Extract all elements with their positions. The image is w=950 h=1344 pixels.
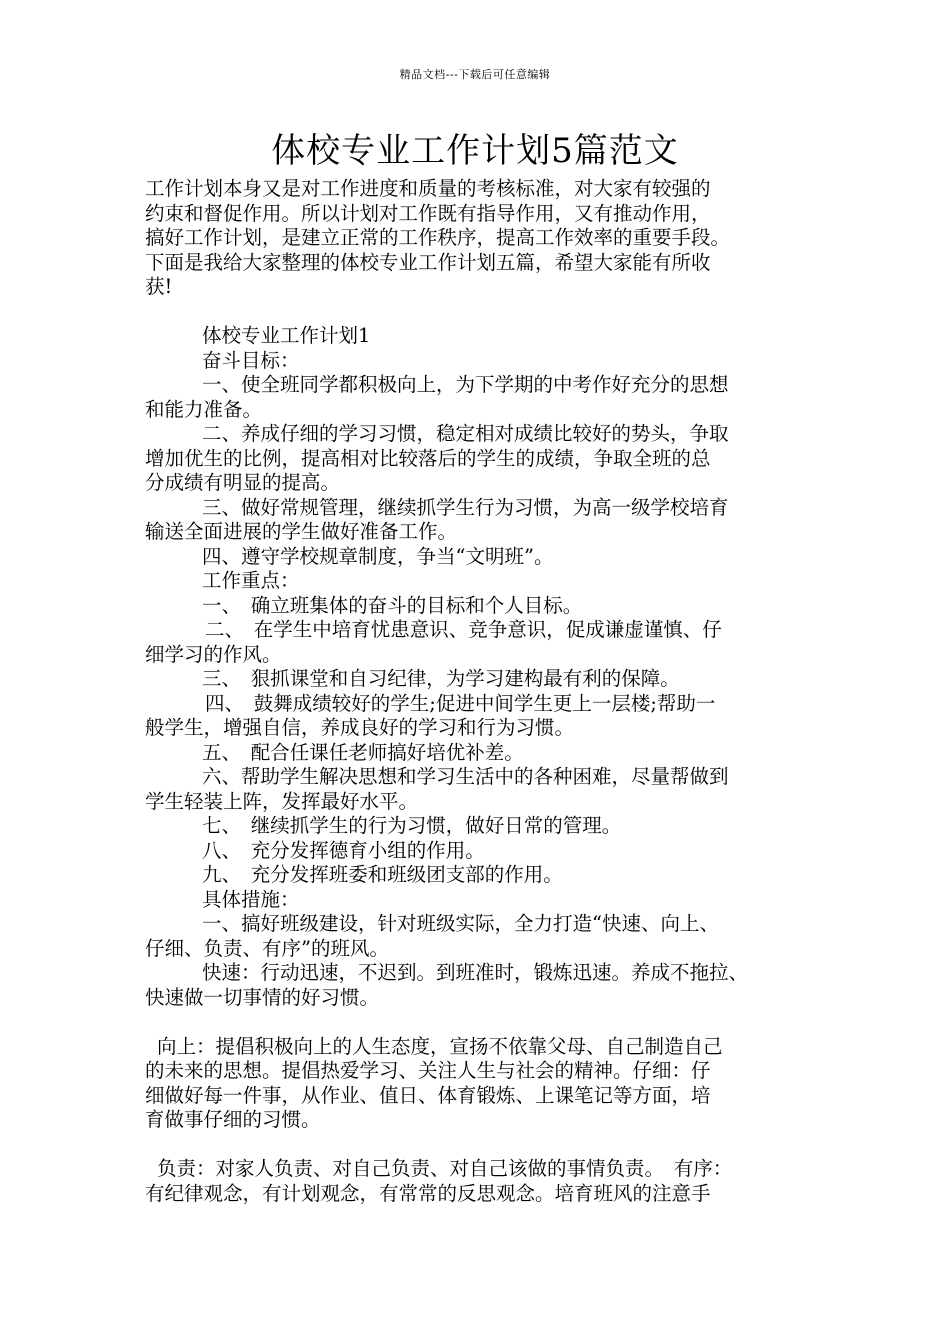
- text-line: 增加优生的比例，提高相对比较落后的学生的成绩，争取全班的总: [145, 446, 711, 470]
- text-line: 向上：提倡积极向上的人生态度，宣扬不依靠父母、自己制造自己: [157, 1034, 723, 1058]
- text-line: 搞好工作计划，是建立正常的工作秩序，提高工作效率的重要手段。: [145, 226, 731, 249]
- text-line: 具体措施：: [202, 887, 300, 911]
- text-line: 快速：行动迅速，不迟到。到班准时，锻炼迅速。养成不拖拉、: [202, 961, 749, 984]
- text-line: 奋斗目标：: [202, 348, 300, 372]
- text-line: 工作计划本身又是对工作进度和质量的考核标准，对大家有较强的: [145, 177, 711, 200]
- text-line: 四、遵守学校规章制度，争当“文明班”。: [202, 544, 554, 568]
- text-line: 一、使全班同学都积极向上，为下学期的中考作好充分的思想: [202, 373, 729, 396]
- text-line: 下面是我给大家整理的体校专业工作计划五篇，希望大家能有所收: [145, 250, 711, 274]
- text-line: 三、 狠抓课堂和自习纪律，为学习建构最有利的保障。: [202, 667, 680, 690]
- text-line: 和能力准备。: [145, 397, 263, 421]
- text-line: 般学生，增强自信，养成良好的学习和行为习惯。: [145, 716, 575, 739]
- blank-line: [145, 1010, 825, 1035]
- text-line: 快速做一切事情的好习惯。: [145, 985, 380, 1009]
- text-line: 二、 在学生中培育忧患意识、竞争意识，促成谦虚谨慎、仔: [205, 618, 722, 641]
- text-line: 学生轻装上阵，发挥最好水平。: [145, 789, 419, 813]
- document-title: 体校专业工作计划5篇范文: [271, 131, 679, 171]
- header-note: 精品文档---下载后可任意编辑: [399, 68, 551, 81]
- text-line: 九、 充分发挥班委和班级团支部的作用。: [202, 863, 563, 886]
- text-line: 四、 鼓舞成绩较好的学生;促进中间学生更上一层楼;帮助一: [205, 691, 716, 715]
- text-line: 负责：对家人负责、对自己负责、对自己该做的事情负责。 有序：: [157, 1157, 733, 1180]
- blank-line: [145, 300, 825, 325]
- text-line: 约束和督促作用。所以计划对工作既有指导作用，又有推动作用，: [145, 201, 711, 225]
- text-line: 八、 充分发挥德育小组的作用。: [202, 838, 485, 862]
- text-line: 有纪律观念，有计划观念，有常常的反思观念。培育班风的注意手: [145, 1181, 711, 1205]
- text-line: 细学习的作风。: [145, 642, 282, 666]
- text-line: 分成绩有明显的提高。: [145, 471, 341, 494]
- text-line: 六、帮助学生解决思想和学习生活中的各种困难，尽量帮做到: [202, 765, 729, 788]
- document-body: [145, 177, 825, 1206]
- blank-line: [145, 1133, 825, 1158]
- text-line: 七、 继续抓学生的行为习惯，做好日常的管理。: [202, 814, 622, 837]
- text-line: 细做好每一件事，从作业、值日、体育锻炼、上课笔记等方面，培: [145, 1083, 711, 1107]
- text-line: 二、养成仔细的学习习惯，稳定相对成绩比较好的势头，争取: [202, 422, 729, 445]
- text-line: 一、 确立班集体的奋斗的目标和个人目标。: [202, 593, 583, 617]
- text-line: 的未来的思想。提倡热爱学习、关注人生与社会的精神。仔细：仔: [145, 1059, 711, 1082]
- text-line: 三、做好常规管理，继续抓学生行为习惯，为高一级学校培育: [202, 495, 729, 519]
- text-line: 体校专业工作计划1: [202, 324, 371, 347]
- text-line: 育做事仔细的习惯。: [145, 1108, 321, 1131]
- text-line: 五、 配合任课任老师搞好培优补差。: [202, 740, 524, 764]
- text-line: 输送全面进展的学生做好准备工作。: [145, 520, 458, 543]
- text-line: 一、搞好班级建设，针对班级实际，全力打造“快速、向上、: [202, 912, 719, 935]
- text-line: 获!: [145, 275, 173, 298]
- text-line: 仔细、负责、有序”的班风。: [145, 936, 389, 960]
- text-line: 工作重点：: [202, 569, 300, 592]
